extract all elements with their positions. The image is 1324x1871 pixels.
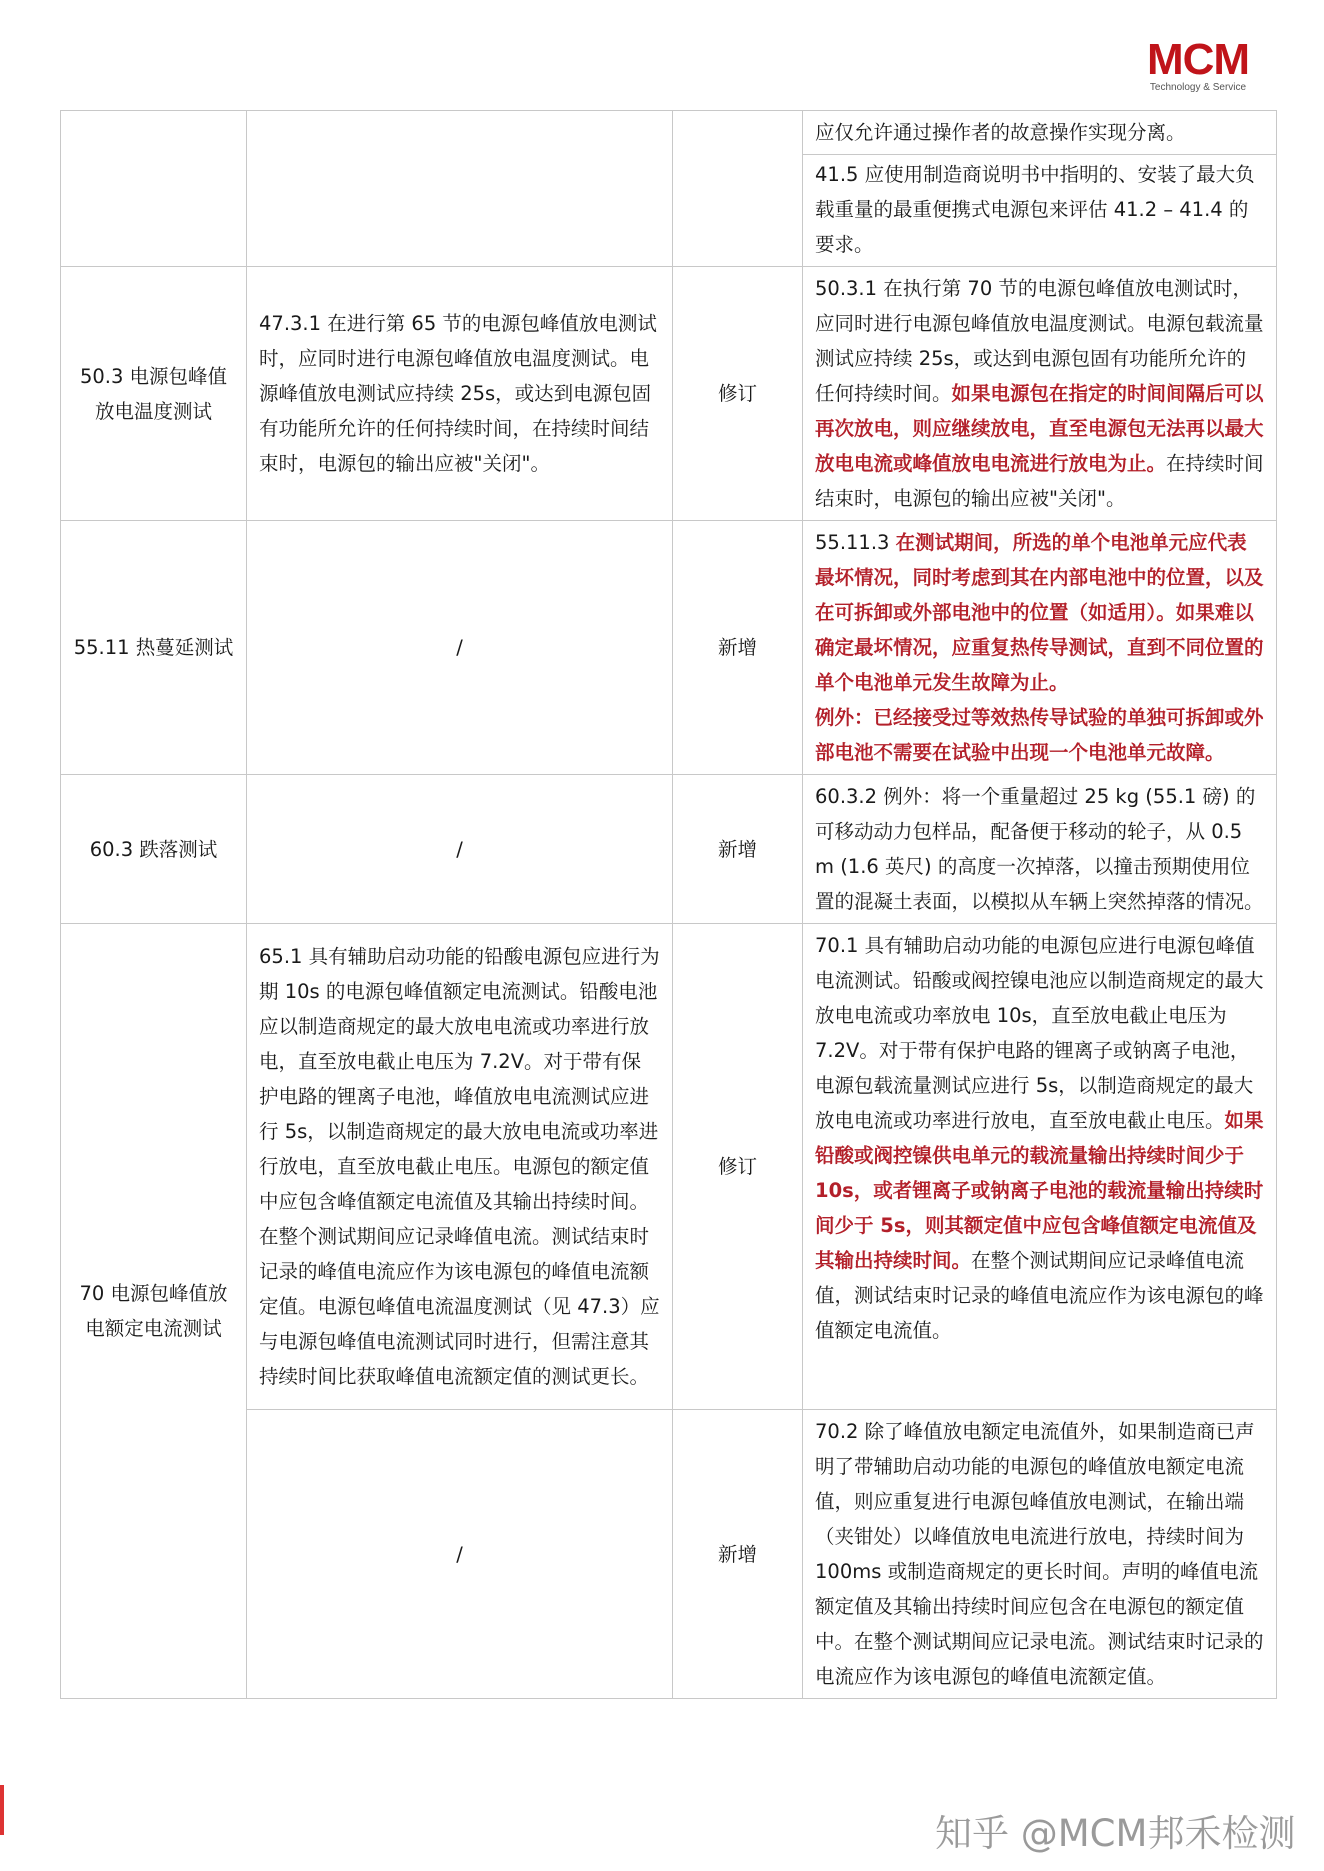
new-text: 在持续时间结束时，电源包的输出应被"关闭"。 xyxy=(815,452,1264,510)
mcm-logo xyxy=(1138,35,1258,94)
table-row xyxy=(61,267,1277,521)
new-text-cell xyxy=(803,521,1277,775)
table-row xyxy=(61,111,1277,267)
clause-cell: 70 电源包峰值放电额定电流测试 xyxy=(61,924,247,1699)
new-text: 应仅允许通过操作者的故意操作实现分离。 xyxy=(815,121,1186,144)
new-text-cell: 70.2 除了峰值放电额定电流值外，如果制造商已声明了带辅助启动功能的电源包的峰值放电额定电流值，则应重复进行电源包峰值放电测试，在输出端（夹钳处）以峰值放电电流进行放电，持续时间为 100ms 或制造商规定的更长时间。声明的峰值电流额定值及其输出持续时间应包含在电源包的额定值中。在整个测试期间应记录电流。测试结束时记录的电流应作为该电源包的峰值电流额定值。 xyxy=(803,1410,1277,1699)
new-text-highlight: 如果电源包在指定的时间间隔后可以再次放电，则应继续放电，直至电源包无法再以最大放电电流或峰值放电电流进行放电为止。 xyxy=(815,382,1264,475)
change-type-cell: 新增 xyxy=(673,1410,803,1699)
new-text: 55.11.3 xyxy=(815,531,896,554)
table-row xyxy=(61,924,1277,1410)
new-text: 70.1 具有辅助启动功能的电源包应进行电源包峰值电流测试。铅酸或阀控镍电池应以制造商规定的最大放电电流或功率放电 10s，直至放电截止电压为 7.2V。对于带有保护电路的锂离子或钠离子电池，电源包载流量测试应进行 5s，以制造商规定的最大放电电流或功率进行放电，直至放电截止电压。 xyxy=(815,934,1264,1132)
new-text: 在整个测试期间应记录峰值电流值，测试结束时记录的峰值电流应作为该电源包的峰值额定电流值。 xyxy=(815,1249,1264,1342)
watermark: 知乎 @MCM邦禾检测 xyxy=(935,1812,1296,1855)
new-text: 41.5 应使用制造商说明书中指明的、安装了最大负载重量的最重便携式电源包来评估 41.2 – 41.4 的要求。 xyxy=(803,154,1276,262)
change-type-cell: 新增 xyxy=(673,775,803,924)
new-text-highlight: 如果铅酸或阀控镍供电单元的载流量输出持续时间少于 10s，或者锂离子或钠离子电池的载流量输出持续时间少于 5s，则其额定值中应包含峰值额定电流值及其输出持续时间。 xyxy=(815,1109,1264,1272)
new-text: 50.3.1 在执行第 70 节的电源包峰值放电测试时，应同时进行电源包峰值放电温度测试。电源包载流量测试应持续 25s，或达到电源包固有功能所允许的任何持续时间。 xyxy=(815,277,1264,405)
change-type-cell xyxy=(673,111,803,267)
new-text-cell xyxy=(803,924,1277,1410)
change-type-cell: 修订 xyxy=(673,924,803,1410)
new-text-cell: 60.3.2 例外：将一个重量超过 25 kg (55.1 磅) 的可移动动力包样品，配备便于移动的轮子，从 0.5 m (1.6 英尺) 的高度一次掉落，以撞击预期使用位置的混凝土表面，以模拟从车辆上突然掉落的情况。 xyxy=(803,775,1277,924)
old-text-cell xyxy=(247,111,673,267)
old-text-cell: / xyxy=(247,521,673,775)
new-text-cell xyxy=(803,111,1277,267)
clause-cell: 60.3 跌落测试 xyxy=(61,775,247,924)
old-text-cell: 47.3.1 在进行第 65 节的电源包峰值放电测试时，应同时进行电源包峰值放电温度测试。电源峰值放电测试应持续 25s，或达到电源包固有功能所允许的任何持续时间，在持续时间结束时，电源包的输出应被"关闭"。 xyxy=(247,267,673,521)
clause-cell: 55.11 热蔓延测试 xyxy=(61,521,247,775)
old-text-cell: 65.1 具有辅助启动功能的铅酸电源包应进行为期 10s 的电源包峰值额定电流测试。铅酸电池应以制造商规定的最大放电电流或功率进行放电，直至放电截止电压为 7.2V。对于带有保护电路的锂离子电池，峰值放电电流测试应进行 5s，以制造商规定的最大放电电流或功率进行放电，直至放电截止电压。电源包的额定值中应包含峰值额定电流值及其输出持续时间。在整个测试期间应记录峰值电流。测试结束时记录的峰值电流应作为该电源包的峰值电流额定值。电源包峰值电流温度测试（见 47.3）应与电源包峰值电流测试同时进行，但需注意其持续时间比获取峰值电流额定值的测试更长。 xyxy=(247,924,673,1410)
comparison-table xyxy=(60,110,1277,1699)
edge-mark xyxy=(0,1785,4,1835)
new-text-highlight: 例外：已经接受过等效热传导试验的单独可拆卸或外部电池不需要在试验中出现一个电池单元故障。 xyxy=(815,706,1264,764)
change-type-cell: 新增 xyxy=(673,521,803,775)
old-text-cell: / xyxy=(247,775,673,924)
logo-tagline: Technology & Service xyxy=(1149,82,1247,93)
new-text-highlight: 在测试期间，所选的单个电池单元应代表最坏情况，同时考虑到其在内部电池中的位置，以及在可拆卸或外部电池中的位置（如适用）。如果难以确定最坏情况，应重复热传导测试，直到不同位置的单个电池单元发生故障为止。 xyxy=(815,531,1264,694)
new-text-cell xyxy=(803,267,1277,521)
old-text-cell: / xyxy=(247,1410,673,1699)
clause-cell xyxy=(61,111,247,267)
table-row xyxy=(61,521,1277,775)
table-row xyxy=(61,775,1277,924)
change-type-cell: 修订 xyxy=(673,267,803,521)
logo-mark: MCM xyxy=(1146,35,1250,84)
clause-cell: 50.3 电源包峰值放电温度测试 xyxy=(61,267,247,521)
